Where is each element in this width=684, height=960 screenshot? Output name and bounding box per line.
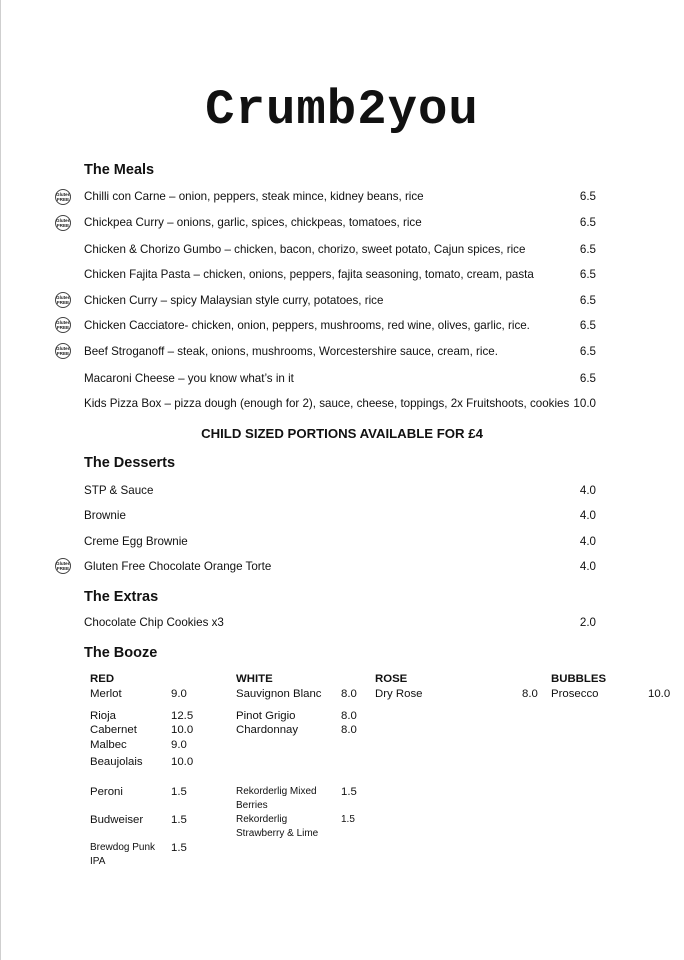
drink-price: 9.0 <box>171 739 187 751</box>
gluten-free-icon: Gluten FREE <box>55 317 71 333</box>
drink-price: 8.0 <box>522 688 538 700</box>
drink-name: Rekorderlig Strawberry & Lime <box>236 814 319 839</box>
menu-item: Beef Stroganoff – steak, onions, mushrooms, Worcestershire sauce, cream, rice. 6.5 <box>84 345 596 358</box>
drink-price: 10.0 <box>171 756 194 768</box>
child-portions-note: CHILD SIZED PORTIONS AVAILABLE FOR £4 <box>201 426 483 441</box>
drink-name: Peroni <box>90 786 123 798</box>
drink-name: Pinot Grigio <box>236 710 296 722</box>
gluten-free-icon: Gluten FREE <box>55 343 71 359</box>
booze-heading: The Booze <box>84 645 158 661</box>
drink-name: Brewdog Punk IPA <box>90 842 156 867</box>
menu-item: Chicken & Chorizo Gumbo – chicken, bacon, chorizo, sweet potato, Cajun spices, rice 6.5 <box>84 243 596 256</box>
drink-price: 1.5 <box>171 842 187 854</box>
drink-price: 8.0 <box>341 710 357 722</box>
menu-item: Macaroni Cheese – you know what’s in it 6.5 <box>84 372 596 385</box>
drink-price: 10.0 <box>171 724 194 736</box>
drink-name: Cabernet <box>90 724 137 736</box>
drink-price: 1.5 <box>341 814 355 825</box>
menu-item: Kids Pizza Box – pizza dough (enough for 2), sauce, cheese, toppings, 2x Fruitshoots, cookies 10.0 <box>84 397 596 410</box>
drink-name: Sauvignon Blanc <box>236 688 322 700</box>
menu-item: Chicken Cacciatore- chicken, onion, peppers, mushrooms, red wine, olives, garlic, rice. 6.5 <box>84 319 596 332</box>
drink-name: Malbec <box>90 739 127 751</box>
red-heading: RED <box>90 673 115 685</box>
drink-name: Budweiser <box>90 814 144 826</box>
menu-item: Chilli con Carne – onion, peppers, steak mince, kidney beans, rice 6.5 <box>84 190 596 203</box>
gluten-free-icon: Gluten FREE <box>55 215 71 231</box>
drink-price: 10.0 <box>648 688 671 700</box>
drink-price: 9.0 <box>171 688 187 700</box>
drink-price: 8.0 <box>341 724 357 736</box>
drink-name: Rekorderlig Mixed Berries <box>236 786 317 811</box>
extras-heading: The Extras <box>84 589 159 605</box>
bubbles-heading: BUBBLES <box>551 673 607 685</box>
drink-name: Prosecco <box>551 688 599 700</box>
menu-item: STP & Sauce 4.0 <box>84 484 596 497</box>
desserts-heading: The Desserts <box>84 455 176 471</box>
drink-name: Beaujolais <box>90 756 143 768</box>
menu-item: Gluten Free Chocolate Orange Torte 4.0 <box>84 560 596 573</box>
menu-item: Brownie 4.0 <box>84 509 596 522</box>
drink-name: Rioja <box>90 710 116 722</box>
gluten-free-icon: Gluten FREE <box>55 189 71 205</box>
drink-price: 12.5 <box>171 710 194 722</box>
menu-item: Chickpea Curry – onions, garlic, spices, chickpeas, tomatoes, rice 6.5 <box>84 216 596 229</box>
page-title: Crumb2you <box>205 82 479 138</box>
meals-heading: The Meals <box>84 162 155 178</box>
gluten-free-icon: Gluten FREE <box>55 558 71 574</box>
drink-price: 1.5 <box>341 786 357 798</box>
drink-price: 8.0 <box>341 688 357 700</box>
page-edge <box>0 0 1 960</box>
drink-name: Chardonnay <box>236 724 299 736</box>
menu-item: Chicken Fajita Pasta – chicken, onions, peppers, fajita seasoning, tomato, cream, pasta 6.5 <box>84 268 596 281</box>
drink-price: 1.5 <box>171 814 187 826</box>
drink-name: Merlot <box>90 688 122 700</box>
menu-item: Chocolate Chip Cookies x3 2.0 <box>84 616 596 629</box>
gluten-free-icon: Gluten FREE <box>55 292 71 308</box>
menu-item: Chicken Curry – spicy Malaysian style curry, potatoes, rice 6.5 <box>84 294 596 307</box>
drink-name: Dry Rose <box>375 688 423 700</box>
drink-price: 1.5 <box>171 786 187 798</box>
white-heading: WHITE <box>236 673 273 685</box>
rose-heading: ROSE <box>375 673 408 685</box>
menu-item: Creme Egg Brownie 4.0 <box>84 535 596 548</box>
